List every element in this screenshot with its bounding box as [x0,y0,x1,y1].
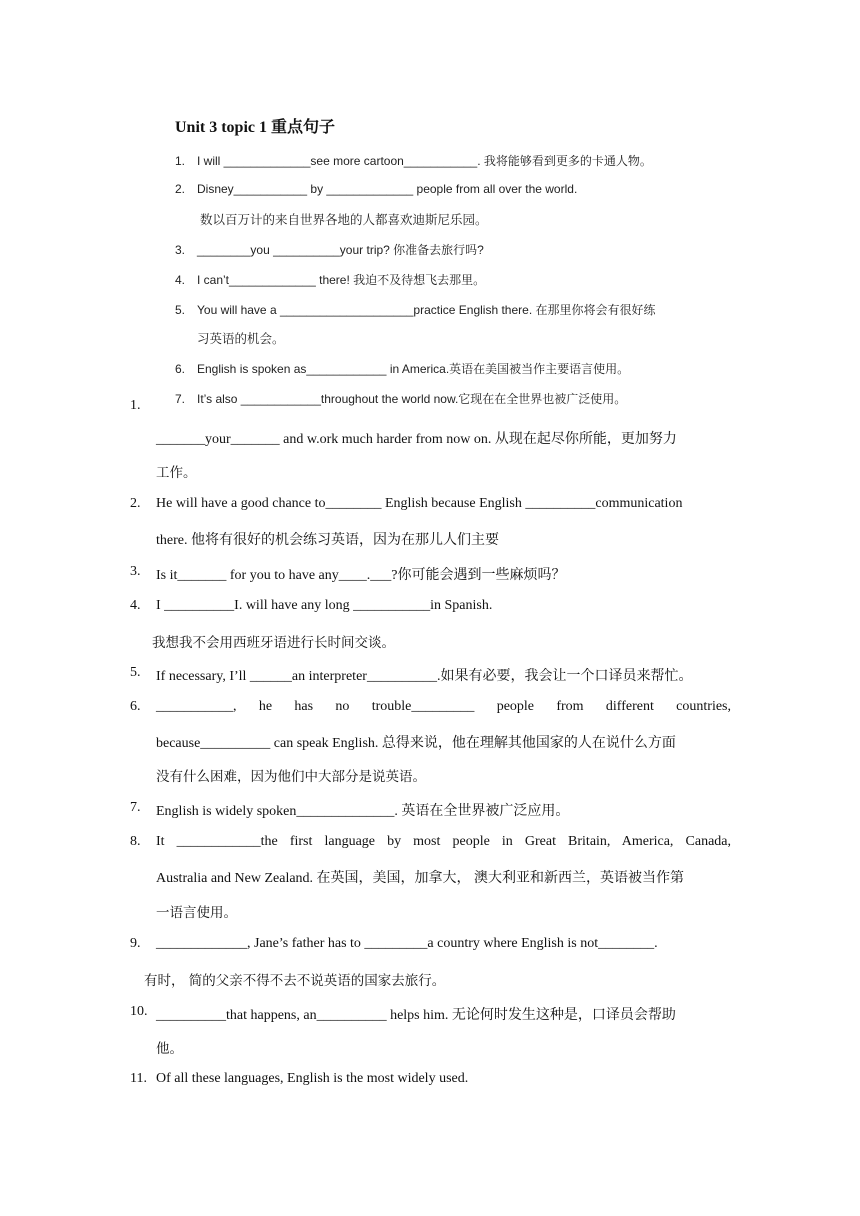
item-text: English is spoken as____________ in America.英语在美国被当作主要语言使用。 [197,362,630,376]
item-line: Is it_______ for you to have any____.___?你可能会遇到一些麻烦吗？ [156,568,566,583]
item-number: 9. [130,936,141,951]
item-number: 2. [175,182,186,196]
item-number: 3. [175,243,186,257]
top-item-2 [175,182,735,196]
item-line: If necessary, I’ll ______an interpreter__________.如果有必要，我会让一个口译员来帮忙。 [156,669,693,684]
item-text: ________you __________your trip? 你准备去旅行吗? [197,243,484,257]
item-line: English is widely spoken______________. 英语在全世界被广泛应用。 [156,804,570,819]
item-line: there. 他将有很好的机会练习英语，因为在那儿人们主要 [156,533,499,548]
item-number: 4. [130,598,141,613]
item-line: __________that happens, an__________ helps him. 无论何时发生这种是，口译员会帮助 [156,1008,676,1023]
item-line: 工作。 [156,465,197,481]
top-item-3 [175,241,735,258]
item-number: 1. [130,398,141,413]
item-number: 8. [130,834,141,849]
item-line: _______your_______ and w.ork much harder from now on. 从现在起尽你所能，更加努力 [156,432,677,447]
item-line: 没有什么困难，因为他们中大部分是说英语。 [156,769,426,785]
top-item-5-continued [197,329,757,347]
item-line: 一语言使用。 [156,905,237,921]
item-number: 6. [130,699,141,714]
item-line: Of all these languages, English is the most widely used. [156,1071,469,1086]
item-text: 习英语的机会。 [197,331,285,346]
item-line: ___________, he has no trouble_________ people from different countries, [156,699,731,714]
item-text: 数以百万计的来自世界各地的人都喜欢迪斯尼乐园。 [200,212,488,227]
top-item-7 [175,390,735,407]
top-item-1 [175,152,735,169]
item-line: 他。 [156,1041,183,1057]
item-number: 1. [175,154,186,168]
item-line: Australia and New Zealand. 在英国，美国，加拿大， 澳大利亚和新西兰，英语被当作第 [156,871,685,886]
item-number: 7. [175,392,186,406]
item-number: 2. [130,496,141,511]
item-text: I will _____________see more cartoon___________. 我将能够看到更多的卡通人物。 [197,154,652,168]
item-line: _____________, Jane’s father has to _________a country where English is not________. [156,936,658,951]
item-number: 5. [175,303,186,317]
item-text: You will have a ____________________practice English there. 在那里你将会有很好练 [197,303,656,317]
item-line: I __________I. will have any long ___________in Spanish. [156,598,493,613]
item-number: 4. [175,273,186,287]
item-number: 5. [130,665,141,680]
item-line: 我想我不会用西班牙语进行长时间交谈。 [152,635,395,651]
item-line: 有时， 简的父亲不得不去不说英语的国家去旅行。 [144,973,446,989]
page-title: Unit 3 topic 1 重点句子 [175,119,336,136]
item-number: 6. [175,362,186,376]
item-text: I can’t_____________ there! 我迫不及待想飞去那里。 [197,273,486,287]
top-item-4 [175,271,735,288]
item-line: He will have a good chance to________ English because English __________communication [156,496,683,511]
item-line: because__________ can speak English. 总得来说，他在理解其他国家的人在说什么方面 [156,736,676,751]
top-item-6 [175,360,735,377]
item-number: 3. [130,564,141,579]
item-number: 7. [130,800,141,815]
item-line: It ____________the first language by most people in Great Britain, America, Canada, [156,834,731,849]
item-number: 11. [130,1071,147,1086]
top-item-2-translation [200,210,760,228]
item-text: Disney___________ by _____________ people from all over the world. [197,182,578,196]
item-text: It’s also ____________throughout the world now.它现在在全世界也被广泛使用。 [197,392,627,406]
top-item-5 [175,301,735,318]
item-number: 10. [130,1004,148,1019]
